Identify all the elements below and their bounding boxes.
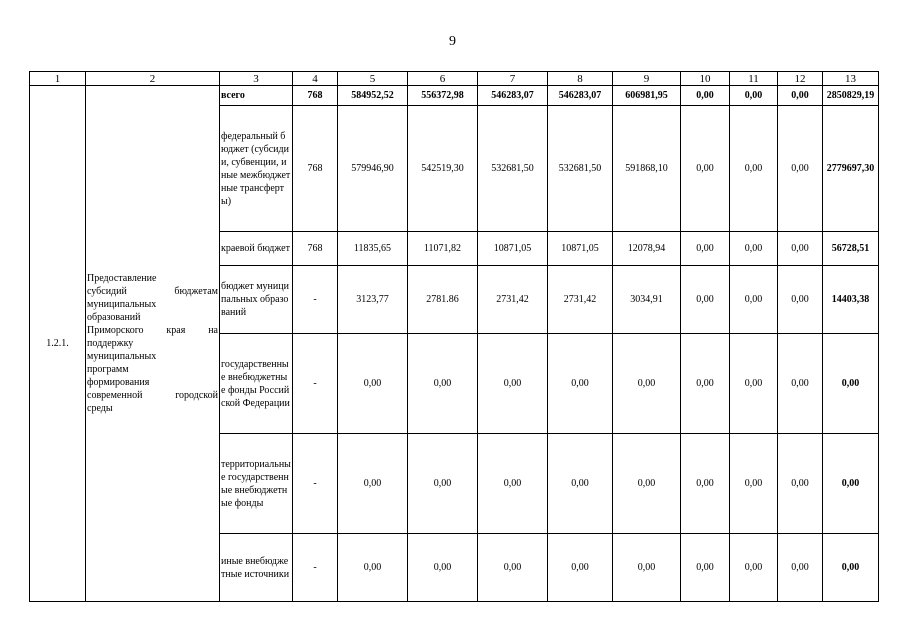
year-value-col-5: 0,00 [338, 434, 408, 534]
description-word: поддержку [87, 338, 134, 349]
total-value: 2850829,19 [823, 86, 879, 106]
year-value-col-7: 0,00 [478, 334, 548, 434]
description-line [87, 324, 218, 337]
year-value-col-6: 0,00 [408, 434, 478, 534]
column-4-value: - [293, 434, 338, 534]
description-word: Приморского [87, 325, 144, 336]
description-word: бюджетам [174, 286, 218, 297]
description-line [87, 311, 218, 324]
year-value-col-10: 0,00 [681, 86, 730, 106]
year-value-col-5: 579946,90 [338, 106, 408, 232]
description-line [87, 389, 218, 402]
column-number-11: 11 [730, 72, 778, 86]
column-4-value: 768 [293, 86, 338, 106]
year-value-col-11: 0,00 [730, 106, 778, 232]
description-word: образований [87, 312, 141, 323]
column-number-10: 10 [681, 72, 730, 86]
year-value-col-11: 0,00 [730, 86, 778, 106]
description-line [87, 298, 218, 311]
year-value-col-8: 0,00 [548, 334, 613, 434]
funding-source: федеральный бюджет (субсидии, субвенции, иные межбюджетные трансферты) [220, 106, 293, 232]
year-value-col-10: 0,00 [681, 106, 730, 232]
description-word: на [208, 325, 218, 336]
year-value-col-6: 11071,82 [408, 232, 478, 266]
column-number-9: 9 [613, 72, 681, 86]
column-number-3: 3 [220, 72, 293, 86]
year-value-col-6: 0,00 [408, 534, 478, 602]
year-value-col-12: 0,00 [778, 86, 823, 106]
year-value-col-5: 584952,52 [338, 86, 408, 106]
year-value-col-7: 10871,05 [478, 232, 548, 266]
year-value-col-12: 0,00 [778, 534, 823, 602]
year-value-col-8: 546283,07 [548, 86, 613, 106]
funding-source: краевой бюджет [220, 232, 293, 266]
description-word: Предоставление [87, 273, 157, 284]
column-4-value: - [293, 266, 338, 334]
year-value-col-6: 542519,30 [408, 106, 478, 232]
year-value-col-10: 0,00 [681, 434, 730, 534]
description-line [87, 285, 218, 298]
description-line [87, 376, 218, 389]
year-value-col-5: 0,00 [338, 534, 408, 602]
budget-table [29, 71, 879, 602]
total-value: 14403,38 [823, 266, 879, 334]
year-value-col-10: 0,00 [681, 334, 730, 434]
year-value-col-8: 0,00 [548, 534, 613, 602]
year-value-col-6: 556372,98 [408, 86, 478, 106]
description-word: субсидий [87, 286, 127, 297]
description-line [87, 350, 218, 363]
column-4-value: - [293, 534, 338, 602]
description-line [87, 272, 218, 285]
funding-source: территориальные государственные внебюджетные фонды [220, 434, 293, 534]
year-value-col-5: 0,00 [338, 334, 408, 434]
column-number-row [30, 72, 879, 86]
total-value: 0,00 [823, 434, 879, 534]
year-value-col-6: 2781.86 [408, 266, 478, 334]
year-value-col-10: 0,00 [681, 232, 730, 266]
description-word: программ [87, 364, 129, 375]
page-number: 9 [449, 34, 456, 49]
description-word: муниципальных [87, 351, 157, 362]
year-value-col-9: 0,00 [613, 534, 681, 602]
year-value-col-12: 0,00 [778, 232, 823, 266]
column-number-13: 13 [823, 72, 879, 86]
year-value-col-7: 532681,50 [478, 106, 548, 232]
column-number-8: 8 [548, 72, 613, 86]
description-word: муниципальных [87, 299, 157, 310]
row-code: 1.2.1. [30, 86, 86, 602]
total-value: 0,00 [823, 334, 879, 434]
year-value-col-11: 0,00 [730, 334, 778, 434]
description-line [87, 337, 218, 350]
column-number-2: 2 [86, 72, 220, 86]
year-value-col-8: 532681,50 [548, 106, 613, 232]
year-value-col-9: 12078,94 [613, 232, 681, 266]
description-word: края [166, 325, 186, 336]
total-value: 2779697,30 [823, 106, 879, 232]
year-value-col-8: 0,00 [548, 434, 613, 534]
column-number-6: 6 [408, 72, 478, 86]
total-value: 56728,51 [823, 232, 879, 266]
column-number-12: 12 [778, 72, 823, 86]
description-line [87, 402, 218, 415]
column-4-value: 768 [293, 232, 338, 266]
year-value-col-9: 591868,10 [613, 106, 681, 232]
description-word: среды [87, 403, 113, 414]
year-value-col-10: 0,00 [681, 534, 730, 602]
year-value-col-5: 3123,77 [338, 266, 408, 334]
year-value-col-10: 0,00 [681, 266, 730, 334]
year-value-col-12: 0,00 [778, 434, 823, 534]
year-value-col-9: 0,00 [613, 334, 681, 434]
description-line [87, 363, 218, 376]
year-value-col-11: 0,00 [730, 534, 778, 602]
column-4-value: 768 [293, 106, 338, 232]
year-value-col-11: 0,00 [730, 434, 778, 534]
column-number-1: 1 [30, 72, 86, 86]
column-number-4: 4 [293, 72, 338, 86]
year-value-col-7: 0,00 [478, 434, 548, 534]
year-value-col-8: 2731,42 [548, 266, 613, 334]
column-number-7: 7 [478, 72, 548, 86]
year-value-col-11: 0,00 [730, 232, 778, 266]
funding-source: иные внебюджетные источники [220, 534, 293, 602]
column-4-value: - [293, 334, 338, 434]
year-value-col-12: 0,00 [778, 106, 823, 232]
year-value-col-12: 0,00 [778, 266, 823, 334]
column-number-5: 5 [338, 72, 408, 86]
table-row [30, 86, 879, 106]
year-value-col-12: 0,00 [778, 334, 823, 434]
measure-description [86, 86, 220, 602]
year-value-col-9: 0,00 [613, 434, 681, 534]
year-value-col-8: 10871,05 [548, 232, 613, 266]
description-word: формирования [87, 377, 150, 388]
year-value-col-7: 2731,42 [478, 266, 548, 334]
year-value-col-7: 0,00 [478, 534, 548, 602]
funding-source: государственные внебюджетные фонды Российской Федерации [220, 334, 293, 434]
funding-source: всего [220, 86, 293, 106]
description-word: современной [87, 390, 143, 401]
funding-source: бюджет муниципальных образований [220, 266, 293, 334]
year-value-col-9: 3034,91 [613, 266, 681, 334]
year-value-col-6: 0,00 [408, 334, 478, 434]
year-value-col-5: 11835,65 [338, 232, 408, 266]
year-value-col-11: 0,00 [730, 266, 778, 334]
year-value-col-9: 606981,95 [613, 86, 681, 106]
year-value-col-7: 546283,07 [478, 86, 548, 106]
total-value: 0,00 [823, 534, 879, 602]
description-word: городской [175, 390, 218, 401]
